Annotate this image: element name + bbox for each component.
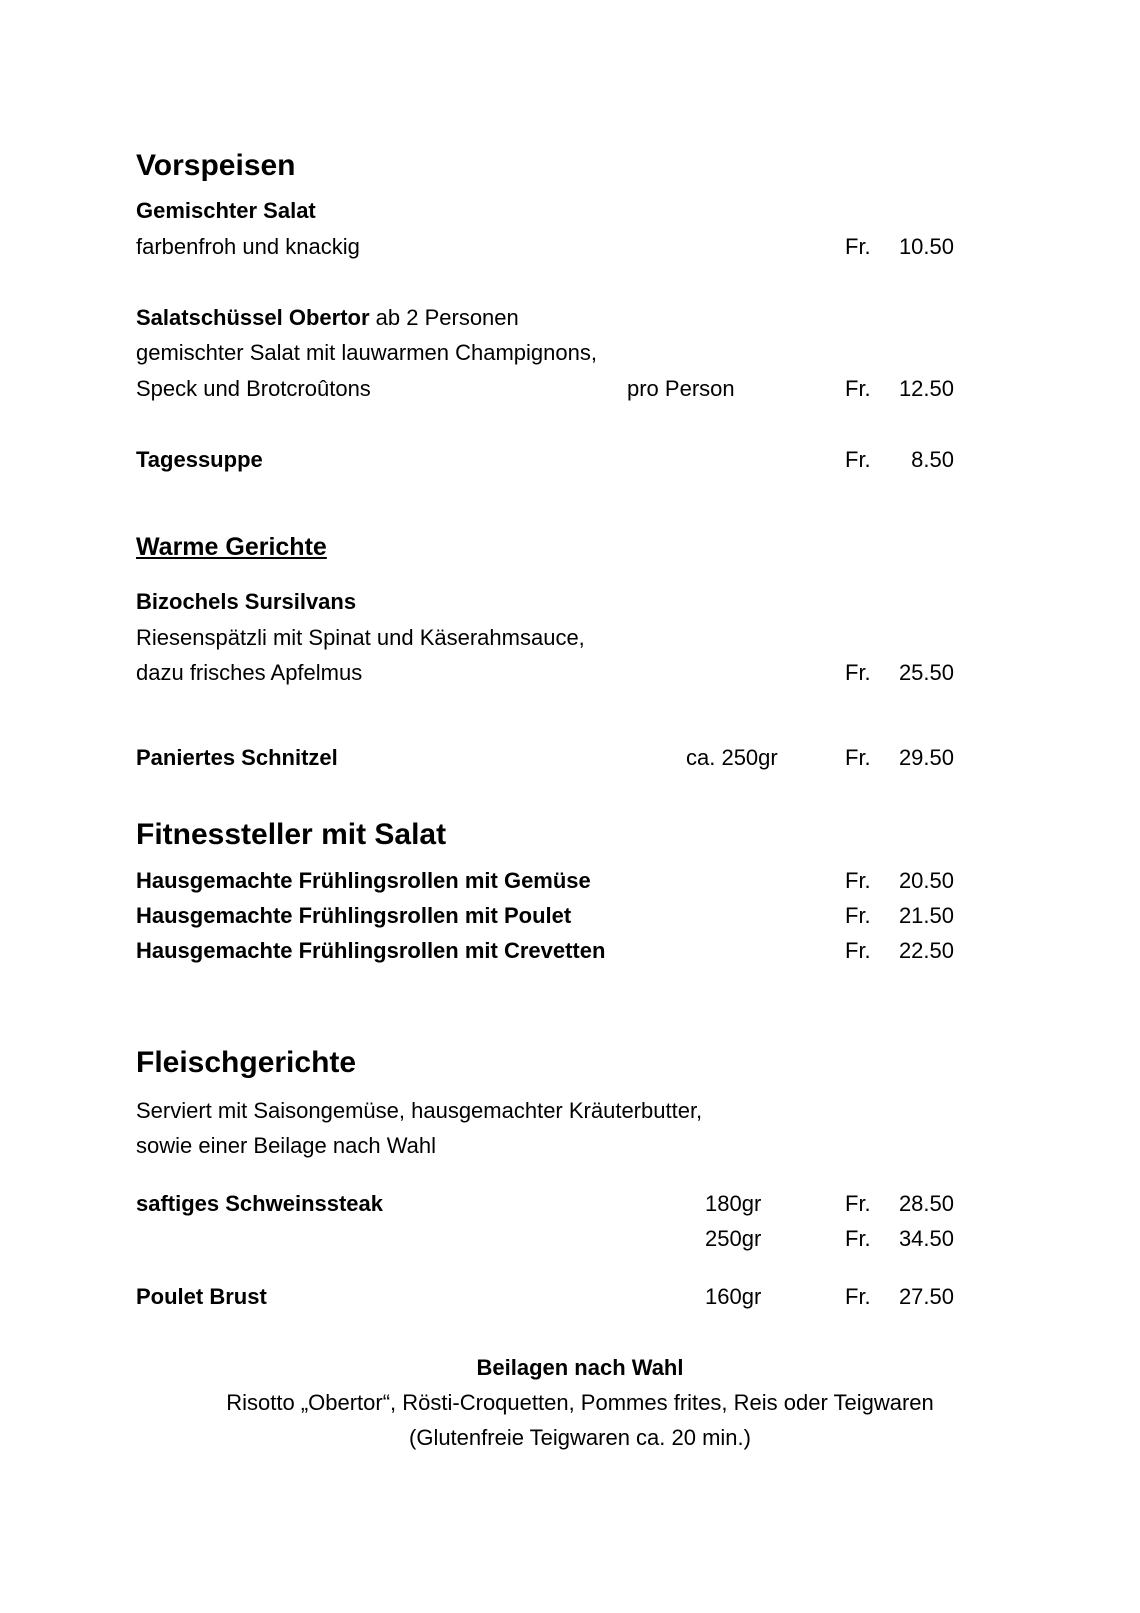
price-fruehlingsrollen-poulet: 21.50 <box>898 903 954 928</box>
price-gemischter-salat: 10.50 <box>898 234 954 259</box>
section-heading-warme-gerichte: Warme Gerichte <box>136 533 327 561</box>
beilagen-list: Risotto „Obertor“, Rösti-Croquetten, Pommes frites, Reis oder Teigwaren <box>226 1390 934 1415</box>
item-desc-bizochels-2: dazu frisches Apfelmus <box>136 660 363 685</box>
currency-label: Fr. <box>845 447 871 472</box>
price-schweinssteak-1: 28.50 <box>898 1191 954 1216</box>
section-heading-vorspeisen: Vorspeisen <box>136 149 296 182</box>
section-heading-fitnessteller: Fitnessteller mit Salat <box>136 818 447 851</box>
currency-label: Fr. <box>845 1284 871 1309</box>
item-desc-bizochels-1: Riesenspätzli mit Spinat und Käserahmsauce, <box>136 625 585 650</box>
currency-label: Fr. <box>845 903 871 928</box>
currency-label: Fr. <box>845 1191 871 1216</box>
item-name-salatschuessel <box>136 307 519 329</box>
beilagen-note: (Glutenfreie Teigwaren ca. 20 min.) <box>409 1425 751 1450</box>
item-name-fruehlingsrollen-crevetten: Hausgemachte Frühlingsrollen mit Crevetten <box>136 938 606 963</box>
item-qualifier-schweinssteak-2: 250gr <box>705 1226 762 1251</box>
fleisch-intro-2: sowie einer Beilage nach Wahl <box>136 1133 437 1158</box>
item-name-salatschuessel-bold: Salatschüssel Obertor <box>136 305 370 330</box>
item-qualifier-salatschuessel: pro Person <box>627 376 735 401</box>
price-schnitzel: 29.50 <box>898 745 954 770</box>
item-name-tagessuppe: Tagessuppe <box>136 447 263 472</box>
item-name-schweinssteak: saftiges Schweinssteak <box>136 1191 384 1216</box>
item-name-fruehlingsrollen-gemuese: Hausgemachte Frühlingsrollen mit Gemüse <box>136 868 591 893</box>
currency-label: Fr. <box>845 660 871 685</box>
currency-label: Fr. <box>845 376 871 401</box>
price-bizochels: 25.50 <box>898 660 954 685</box>
price-fruehlingsrollen-crevetten: 22.50 <box>898 938 954 963</box>
item-name-poulet-brust: Poulet Brust <box>136 1284 267 1309</box>
price-schweinssteak-2: 34.50 <box>898 1226 954 1251</box>
item-name-schnitzel: Paniertes Schnitzel <box>136 745 338 770</box>
item-desc-salatschuessel-1: gemischter Salat mit lauwarmen Champignons, <box>136 340 597 365</box>
item-qualifier-poulet-brust: 160gr <box>705 1284 762 1309</box>
price-fruehlingsrollen-gemuese: 20.50 <box>898 868 954 893</box>
item-name-gemischter-salat: Gemischter Salat <box>136 198 316 223</box>
item-qualifier-schnitzel: ca. 250gr <box>686 745 778 770</box>
item-qualifier-schweinssteak-1: 180gr <box>705 1191 762 1216</box>
beilagen-heading: Beilagen nach Wahl <box>476 1355 684 1380</box>
price-tagessuppe: 8.50 <box>911 447 954 472</box>
item-name-fruehlingsrollen-poulet: Hausgemachte Frühlingsrollen mit Poulet <box>136 903 572 928</box>
currency-label: Fr. <box>845 868 871 893</box>
item-name-salatschuessel-suffix: ab 2 Personen <box>369 305 519 330</box>
item-name-bizochels: Bizochels Sursilvans <box>136 589 357 614</box>
price-salatschuessel: 12.50 <box>898 376 954 401</box>
item-desc-gemischter-salat: farbenfroh und knackig <box>136 234 360 259</box>
item-desc-salatschuessel-2: Speck und Brotcroûtons <box>136 376 371 401</box>
price-poulet-brust: 27.50 <box>898 1284 954 1309</box>
currency-label: Fr. <box>845 938 871 963</box>
fleisch-intro-1: Serviert mit Saisongemüse, hausgemachter Kräuterbutter, <box>136 1098 703 1123</box>
currency-label: Fr. <box>845 1226 871 1251</box>
currency-label: Fr. <box>845 745 871 770</box>
section-heading-fleischgerichte: Fleischgerichte <box>136 1046 357 1079</box>
currency-label: Fr. <box>845 234 871 259</box>
